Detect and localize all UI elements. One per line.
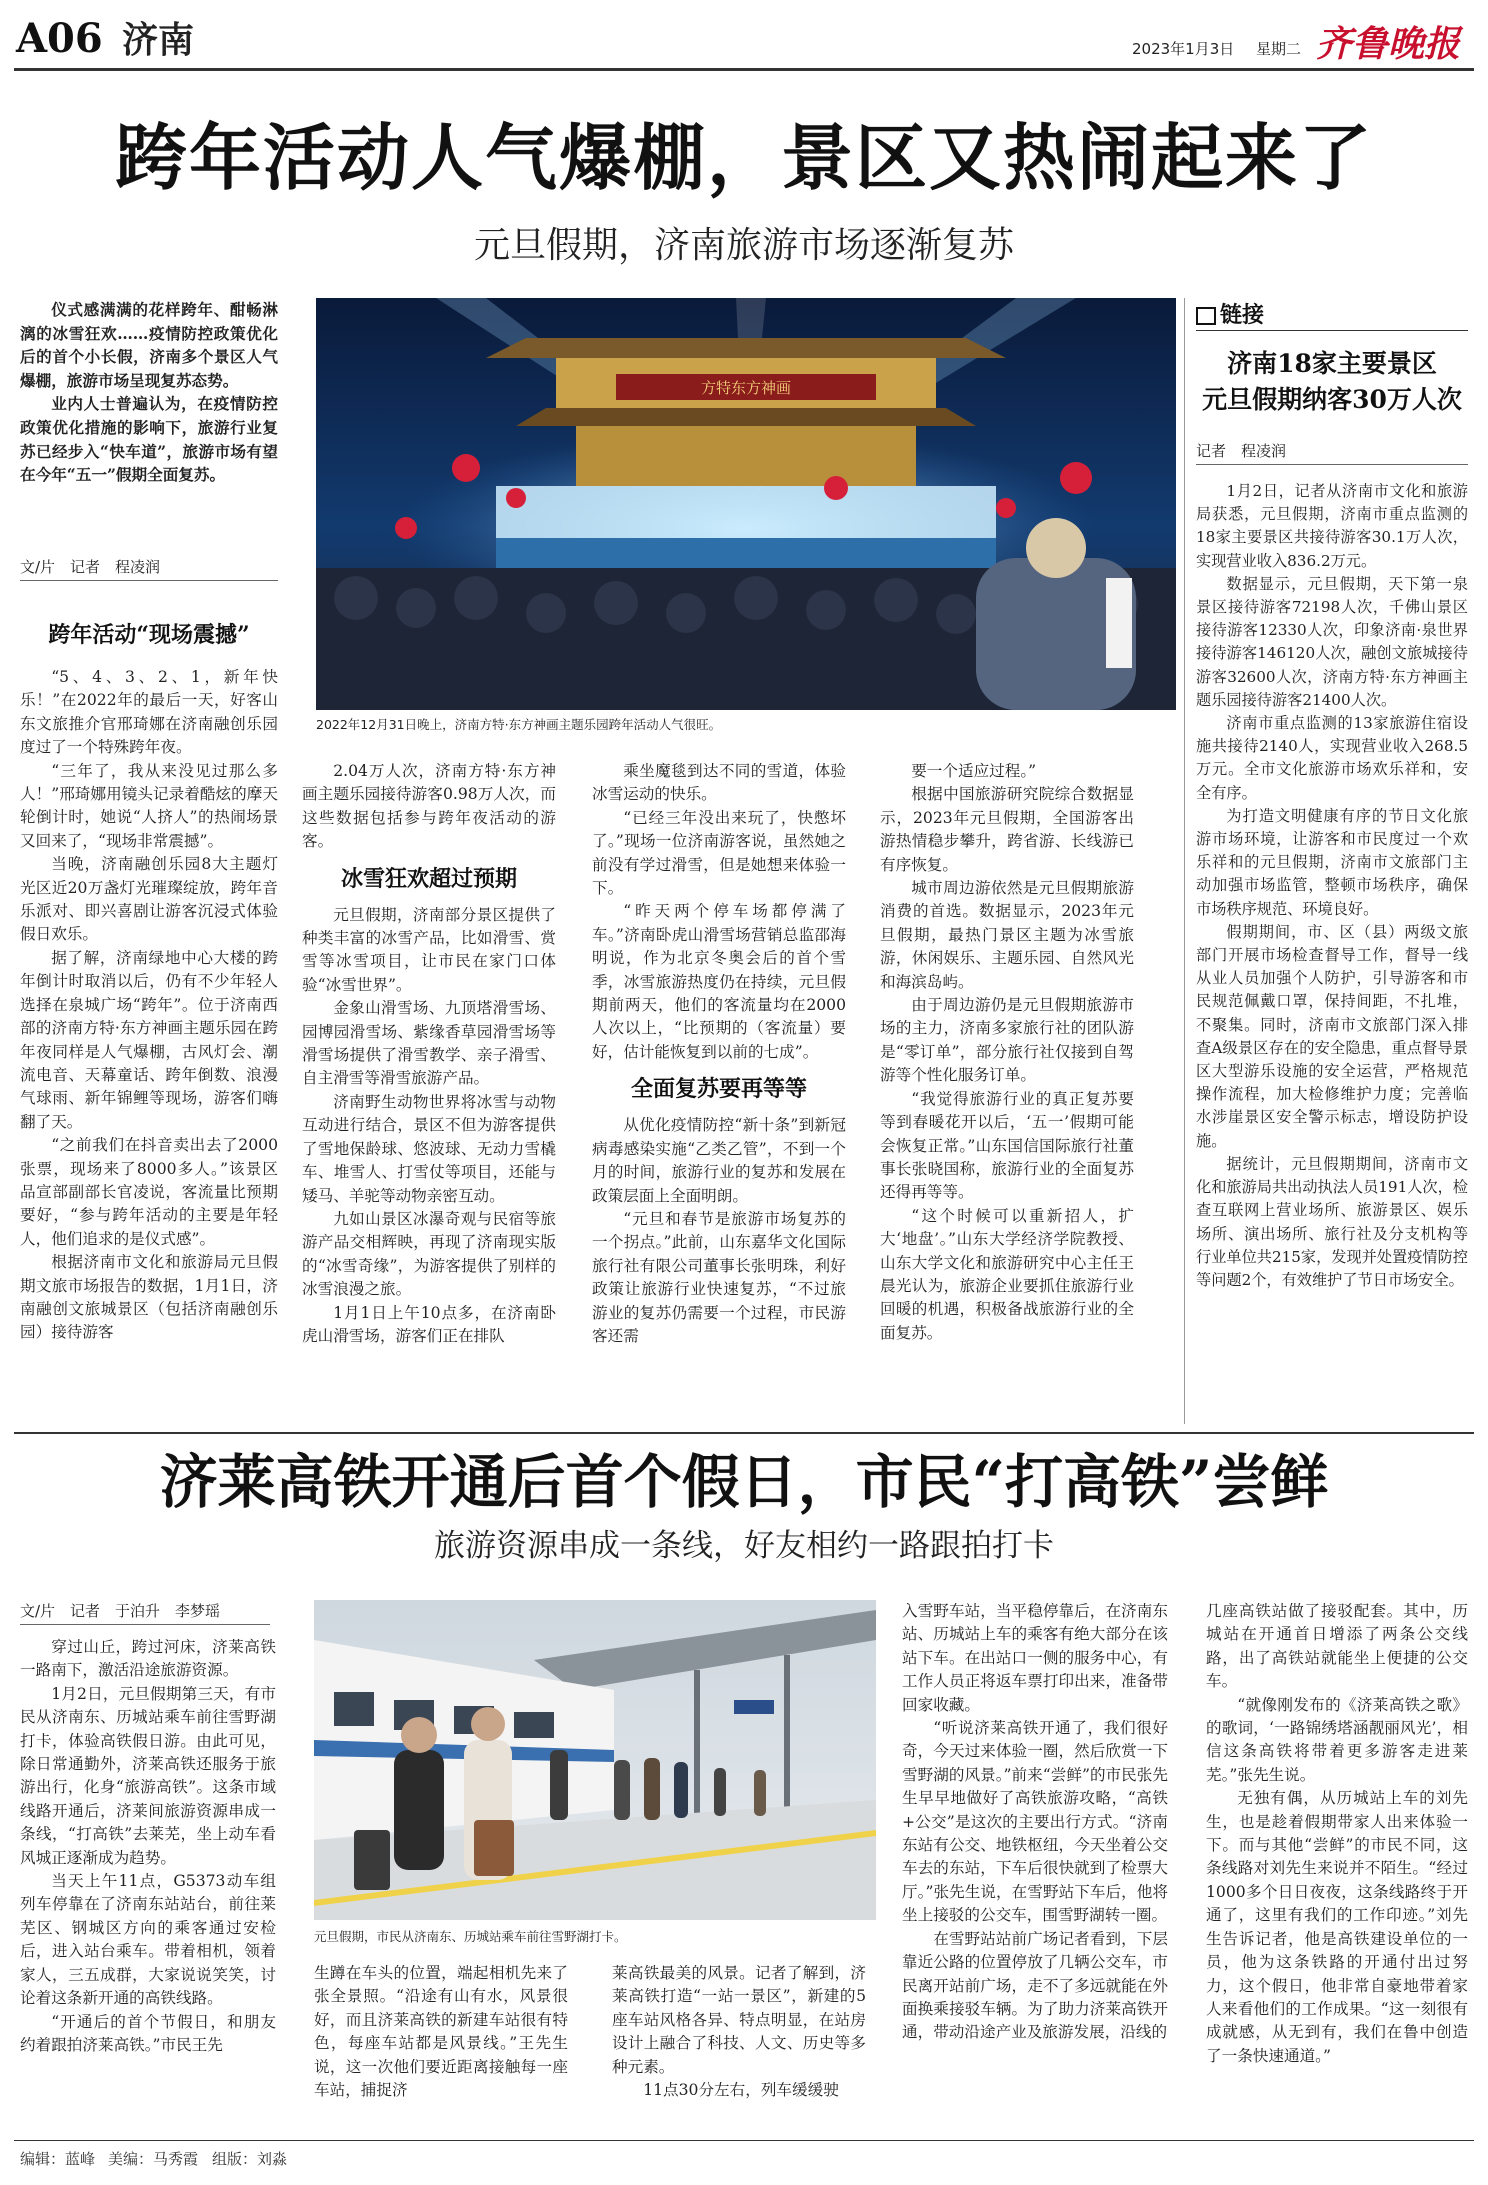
sidebar-paragraph: 假期期间，市、区（县）两级文旅部门开展市场检查督导工作，督导一线从业人员加强个人防护，引导游客和市民规范佩戴口罩，保持间距，不扎堆，不聚集。同时，济南市文旅部门深入排查A级景区存在的安全隐患，重点督导景区大型游乐设施的安全运营，严格规范操作流程，加大检修维护力度；完善临水涉崖景区安全警示标志，增设防护设施。 [1196,922,1468,1150]
body-paragraph: 根据中国旅游研究院综合数据显示，2023年元旦假期，全国游客出游热情稳步攀升，跨省游、长线游已有序恢复。 [880,785,1134,874]
body-paragraph: 生蹲在车头的位置，端起相机先来了张全景照。“沿途有山有水，风景很好，而且济莱高铁的新建车站很有特色，每座车站都是风景线。”王先生说，这一次他们要近距离接触每一座车站，捕捉济 [314,1964,568,2100]
sidebar-body [1196,480,1468,1292]
body-paragraph: 入雪野车站，当平稳停靠后，在济南东站、历城站上车的乘客有绝大部分在该站下车。在出站口一侧的服务中心，有工作人员正将返车票打印出来，准备带回家收藏。 [902,1602,1168,1714]
sidebar-paragraph: 为打造文明健康有序的节日文化旅游市场环境，让游客和市民度过一个欢乐祥和的元旦假期，济南市文旅部门主动加强市场监管，整顿市场秩序，确保市场秩序规范、环境良好。 [1196,806,1468,918]
story1-byline: 文/片 记者 程凌润 [20,556,278,581]
issue-date: 2023年1月3日 [1132,40,1235,58]
body-paragraph: 根据济南市文化和旅游局元旦假期文旅市场报告的数据，1月1日，济南融创文旅城景区（包括济南融创乐园）接待游客 [20,1253,278,1342]
body-paragraph: “这个时候可以重新招人，扩大‘地盘’。”山东大学经济学院教授、山东大学文化和旅游研究中心主任王晨光认为，旅游企业要抓住旅游行业回暖的机遇，积极备战旅游行业的全面复苏。 [880,1206,1134,1342]
sidebar-paragraph: 据统计，元旦假期期间，济南市文化和旅游局共出动执法人员191人次，检查互联网上营业场所、旅游景区、娱乐场所、演出场所、旅行社及分支机构等行业单位共215家，发现并处置疫情防控等问题2个，有效维护了节日市场安全。 [1196,1154,1468,1289]
sidebar-rule [1196,330,1468,331]
story2-column-5 [1206,1600,1468,2068]
link-box-icon [1196,307,1216,325]
body-paragraph: “开通后的首个节假日，和朋友约着跟拍济莱高铁。”市民王先 [20,2012,276,2054]
body-paragraph: 要一个适应过程。” [911,762,1037,780]
pavilion-sign: 方特东方神画 [700,379,792,397]
page-label: A06 [16,15,103,62]
body-paragraph: 济南野生动物世界将冰雪与动物互动进行结合，景区不但为游客提供了雪地保龄球、悠波球、无动力雪橇车、堆雪人、打雪仗等项目，还能与矮马、羊驼等动物亲密互动。 [302,1092,556,1205]
story1-photo-caption: 2022年12月31日晚上，济南方特·东方神画主题乐园跨年活动人气很旺。 [316,717,722,732]
story2-column-4 [902,1600,1168,2045]
story2-subhead: 旅游资源串成一条线，好友相约一路跟拍打卡 [434,1528,1054,1564]
story1-headline: 跨年活动人气爆棚，景区又热闹起来了 [114,115,1373,200]
sidebar-paragraph: 1月2日，记者从济南市文化和旅游局获悉，元旦假期，济南市重点监测的18家主要景区共接待游客30.1万人次，实现营业收入836.2万元。 [1196,482,1468,570]
story2-photo-train [314,1600,876,1920]
sidebar-tag-label: 链接 [1220,302,1265,328]
story1-column-1 [20,666,278,1345]
story-divider [14,1432,1474,1434]
body-paragraph: “5、4、3、2、1，新年快乐！”在2022年的最后一天，好客山东文旅推介官邢琦娜在济南融创乐园度过了一个特殊跨年夜。 [20,668,278,757]
lead-paragraph: 业内人士普遍认为，在疫情防控政策优化措施的影响下，旅游行业复苏已经步入“快车道”，旅游市场有望在今年“五一”假期全面复苏。 [20,394,278,485]
body-paragraph: “就像刚发布的《济莱高铁之歌》的歌词，‘一路锦绣塔涵靓丽风光’，相信这条高铁将带着更多游客走进莱芜。”张先生说。 [1206,1695,1468,1784]
section-title-countdown: 跨年活动“现场震撼” [48,622,250,648]
sidebar-paragraph: 数据显示，元旦假期，天下第一泉景区接待游客72198人次，千佛山景区接待游客12330人次，印象济南·泉世界接待游客146120人次，融创文旅城接待游客32600人次，济南方特·东方神画主题乐园接待游客21400人次。 [1196,574,1468,709]
body-paragraph: 金象山滑雪场、九顶塔滑雪场、园博园滑雪场、紫缘香草园滑雪场等滑雪场提供了滑雪教学、亲子滑雪、自主滑雪等滑雪旅游产品。 [302,999,556,1088]
body-paragraph: “我觉得旅游行业的真正复苏要等到春暖花开以后，‘五一’假期可能会恢复正常。”山东国信国际旅行社董事长张晓国称，旅游行业的全面复苏还得再等等。 [880,1089,1134,1202]
body-paragraph: 当天上午11点，G5373动车组列车停靠在了济南东站站台，前往莱芜区、钢城区方向的乘客通过安检后，进入站台乘车。带着相机，领着家人，三五成群，大家说说笑笑，讨论着这条新开通的高铁线路。 [20,1872,276,2008]
body-paragraph: 11点30分左右，列车缓缓驶 [643,2081,839,2100]
footer-editor: 编辑：蓝峰 [20,2150,96,2168]
sidebar-headline-line: 济南18家主要景区 [1227,349,1437,378]
story2-column-3 [612,1962,866,2102]
body-paragraph: 穿过山丘，跨过河床，济莱高铁一路南下，激活沿途旅游资源。 [20,1638,276,1680]
sidebar-divider [1184,298,1185,1424]
footer-rule [14,2140,1474,2141]
story1-lead [20,298,278,487]
sidebar-headline [1196,346,1468,418]
body-paragraph: 当晚，济南融创乐园8大主题灯光区近20万盏灯光璀璨绽放，跨年音乐派对、即兴喜剧让游客沉浸式体验假日欢乐。 [20,855,278,944]
story2-photo-caption: 元旦假期，市民从济南东、历城站乘车前往雪野湖打卡。 [314,1929,627,1944]
sidebar-tag [1196,298,1264,329]
sidebar-headline-line: 元旦假期纳客30万人次 [1202,385,1462,414]
issue-weekday: 星期二 [1256,40,1302,58]
footer-art-editor: 美编：马秀霞 [108,2150,199,2168]
story1-column-2 [302,760,556,1348]
body-paragraph: 从优化疫情防控“新十条”到新冠病毒感染实施“乙类乙管”，不到一个月的时间，旅游行业的复苏和发展在政策层面上全面明朗。 [592,1116,846,1205]
body-paragraph: “之前我们在抖音卖出去了2000张票，现场来了8000多人。”该景区品宣部副部长官凌说，客流量比预期要好，“参与跨年活动的主要是年轻人，他们追求的是仪式感”。 [20,1136,278,1248]
story2-column-1 [20,1636,276,2057]
section-name: 济南 [122,19,195,61]
section-title-recovery: 全面复苏要再等等 [630,1076,807,1103]
body-paragraph: 莱高铁最美的风景。记者了解到，济莱高铁打造“一站一景区”，新建的5座车站风格各异、特点明显，在站房设计上融合了科技、人文、历史等多种元素。 [612,1964,866,2076]
body-paragraph: 九如山景区冰瀑奇观与民宿等旅游产品交相辉映，再现了济南现实版的“冰雪奇缘”，为游客提供了别样的冰雪浪漫之旅。 [302,1209,556,1299]
body-paragraph: 乘坐魔毯到达不同的雪道，体验冰雪运动的快乐。 [592,762,846,804]
story1-subhead: 元旦假期，济南旅游市场逐渐复苏 [473,225,1014,266]
body-paragraph: “三年了，我从来没见过那么多人！”邢琦娜用镜头记录着酷炫的摩天轮倒计时，她说“人挤人”的热闹场景又回来了，“现场非常震撼”。 [20,761,278,850]
body-paragraph: “元旦和春节是旅游市场复苏的一个拐点。”此前，山东嘉华文化国际旅行社有限公司董事长张明珠，利好政策让旅游行业快速复苏，“不过旅游业的复苏仍需要一个过程，市民游客还需 [592,1209,846,1345]
body-paragraph: “已经三年没出来玩了，快憋坏了。”现场一位济南游客说，虽然她之前没有学过滑雪，但是她想来体验一下。 [592,808,846,898]
concert-photo-illustration [316,298,1176,710]
body-paragraph: 城市周边游依然是元旦假期旅游消费的首选。数据显示，2023年元旦假期，最热门景区主题为冰雪旅游，休闲娱乐、主题乐园、自然风光和海滨岛屿。 [880,879,1134,991]
masthead-rule [14,68,1474,71]
body-paragraph: 几座高铁站做了接驳配套。其中，历城站在开通首日增添了两条公交线路，出了高铁站就能坐上便捷的公交车。 [1206,1602,1468,1691]
body-paragraph: 在雪野站站前广场记者看到，下层靠近公路的位置停放了几辆公交车，市民离开站前广场，走不了多远就能在外面换乘接驳车辆。为了助力济莱高铁开通，带动沿途产业及旅游发展，沿线的 [902,1929,1168,2042]
story2-headline: 济莱高铁开通后首个假日，市民“打高铁”尝鲜 [159,1448,1329,1516]
train-photo-illustration [314,1600,876,1920]
lead-paragraph: 仪式感满满的花样跨年、酣畅淋漓的冰雪狂欢……疫情防控政策优化后的首个小长假，济南多个景区人气爆棚，旅游市场呈现复苏态势。 [20,300,278,390]
story1-column-3 [592,760,846,1348]
story1-column-4 [880,760,1134,1345]
section-title-ice-snow: 冰雪狂欢超过预期 [340,865,517,892]
footer-proofreader: 组版：刘淼 [212,2150,288,2168]
body-paragraph: “听说济莱高铁开通了，我们很好奇，今天过来体验一圈，然后欣赏一下雪野湖的风景。”前来“尝鲜”的市民张先生早早地做好了高铁旅游攻略，“高铁+公交”是这次的主要出行方式。“济南东站有公交、地铁枢纽，今天坐着公交车去的东站，下车后很快就到了检票大厅。”张先生说，在雪野站下车后，他将坐上接驳的公交车，围雪野湖转一圈。 [902,1719,1168,1925]
story1-photo-concert [316,298,1176,710]
story2-byline: 文/片 记者 于泊升 李梦瑶 [20,1600,270,1625]
body-paragraph: 1月2日，元旦假期第三天，有市民从济南东、历城站乘车前往雪野湖打卡，体验高铁假日游。由此可见，除日常通勤外，济莱高铁还服务于旅游出行，化身“旅游高铁”。这条市域线路开通后，济莱间旅游资源串成一条线，“打高铁”去莱芜，坐上动车看风城正逐渐成为趋势。 [20,1684,276,1867]
paper-name-logo: 齐鲁晚报 [1316,23,1461,65]
sidebar-byline: 记者 程凌润 [1196,440,1468,465]
body-paragraph: 无独有偶，从历城站上车的刘先生，也是趁着假期带家人出来体验一下。而与其他“尝鲜”的市民不同，这条线路对刘先生来说并不陌生。“经过1000多个日日夜夜，这条线路终于开通了，这里有我们的工作印迹。”刘先生告诉记者，他是高铁建设单位的一员，他为这条铁路的开通付出过努力，这个假日，他非常自豪地带着家人来看他们的工作成果。“这一刻很有成就感，从无到有，我们在鲁中创造了一条快速通道。” [1206,1789,1468,2065]
body-paragraph: 由于周边游仍是元旦假期旅游市场的主力，济南多家旅行社的团队游是“零订单”，部分旅行社仅接到自驾游等个性化服务订单。 [880,996,1134,1085]
body-paragraph: “昨天两个停车场都停满了车。”济南卧虎山滑雪场营销总监邵海明说，作为北京冬奥会后的首个雪季，冰雪旅游热度仍在持续，元旦假期前两天，他们的客流量均在2000人次以上，“比预期的（客流量）要好，估计能恢复到以前的七成”。 [592,902,846,1061]
sidebar-paragraph: 济南市重点监测的13家旅游住宿设施共接待2140人，实现营业收入268.5万元。全市文化旅游市场欢乐祥和，安全有序。 [1196,714,1468,802]
body-paragraph: 2.04万人次，济南方特·东方神画主题乐园接待游客0.98万人次，而这些数据包括参与跨年夜活动的游客。 [302,762,556,851]
story2-column-2 [314,1962,568,2102]
body-paragraph: 1月1日上午10点多，在济南卧虎山滑雪场，游客们正在排队 [302,1303,556,1345]
body-paragraph: 据了解，济南绿地中心大楼的跨年倒计时取消以后，仍有不少年轻人选择在泉城广场“跨年”。位于济南西部的济南方特·东方神画主题乐园在跨年夜同样是人气爆棚，古风灯会、潮流电音、天幕童话、跨年倒数、浪漫气球雨、新年锦鲤等现场，游客们嗨翻了天。 [20,948,278,1131]
body-paragraph: 元旦假期，济南部分景区提供了种类丰富的冰雪产品，比如滑雪、赏雪等冰雪项目，让市民在家门口体验“冰雪世界”。 [302,905,556,994]
